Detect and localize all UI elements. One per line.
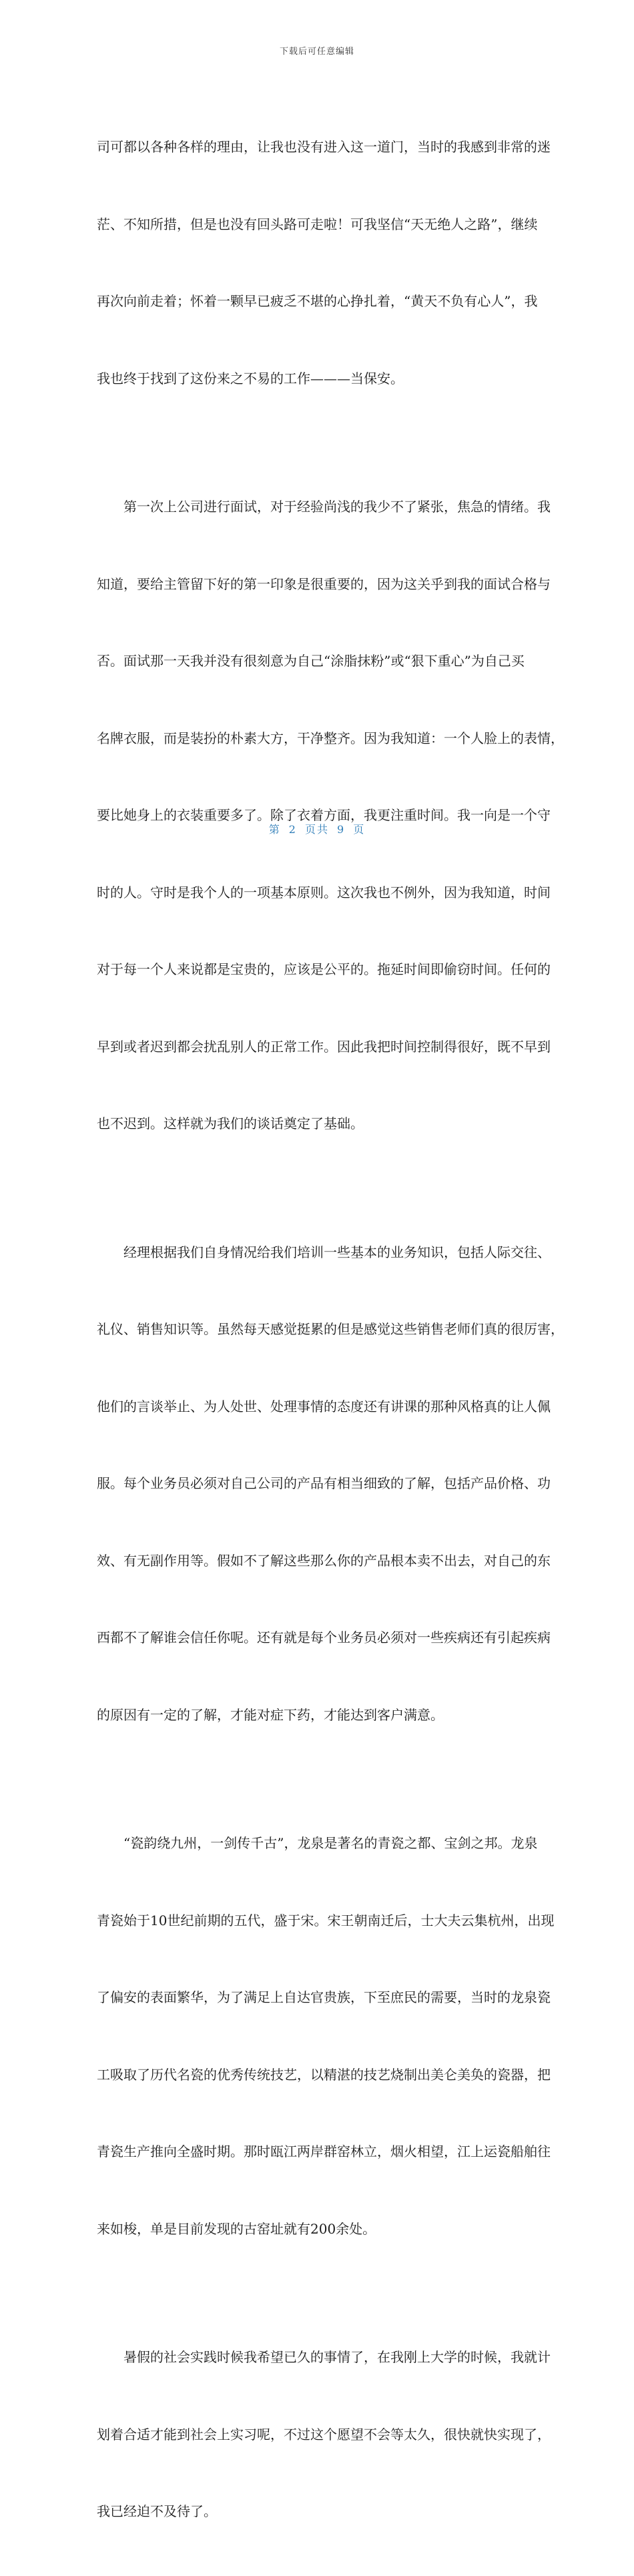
text-line: 效、有无副作用等。假如不了解这些那么你的产品根本卖不出去，对自己的东 <box>97 1552 551 1569</box>
page-label-prefix: 第 <box>268 823 281 836</box>
text-line: 工吸取了历代名瓷的优秀传统技艺，以精湛的技艺烧制出美仑美奂的瓷器，把 <box>97 2066 551 2083</box>
text-line: “瓷韵绕九州，一剑传千古”，龙泉是著名的青瓷之都、宝剑之邦。龙泉 <box>97 1835 538 1851</box>
text-line: 名牌衣服，而是装扮的朴素大方，干净整齐。因为我知道：一个人脸上的表情， <box>97 730 564 746</box>
current-page-number: 2 <box>288 823 297 836</box>
text-line: 否。面试那一天我并没有很刻意为自己“涂脂抹粉”或“狠下重心”为自己买 <box>97 653 525 669</box>
text-line: 服。每个业务员必须对自己公司的产品有相当细致的了解，包括产品价格、功 <box>97 1475 551 1491</box>
text-line: 时的人。守时是我个人的一项基本原则。这次我也不例外，因为我知道，时间 <box>97 884 551 900</box>
paragraph-2 <box>97 443 564 1188</box>
text-line: 要比她身上的衣装重要多了。除了衣着方面，我更注重时间。我一向是一个守 <box>97 807 551 823</box>
text-line: 第一次上公司进行面试，对于经验尚浅的我少不了紧张，焦急的情绪。我 <box>97 499 551 515</box>
text-line: 我已经迫不及待了。 <box>97 2503 217 2519</box>
text-line: 的原因有一定的了解，才能对症下药，才能达到客户满意。 <box>97 1706 444 1723</box>
page-label-suffix: 页 <box>353 823 366 836</box>
text-line: 早到或者迟到都会扰乱别人的正常工作。因此我把时间控制得很好，既不早到 <box>97 1038 551 1055</box>
page-footer <box>0 821 634 836</box>
text-line: 茫、不知所措，但是也没有回头路可走啦！可我坚信“天无绝人之路”，继续 <box>97 216 538 232</box>
text-line: 青瓷始于10世纪前期的五代，盛于宋。宋王朝南迁后，士大夫云集杭州，出现 <box>97 1912 555 1928</box>
text-line: 暑假的社会实践时候我希望已久的事情了，在我刚上大学的时候，我就计 <box>97 2349 551 2365</box>
page-header: 下载后可任意编辑 <box>279 47 354 57</box>
text-line: 也不迟到。这样就为我们的谈话奠定了基础。 <box>97 1115 364 1131</box>
text-line: 礼仪、销售知识等。虽然每天感觉挺累的但是感觉这些销售老师们真的很厉害， <box>97 1321 564 1337</box>
text-line: 司可都以各种各样的理由，让我也没有进入这一道门，当时的我感到非常的迷 <box>97 139 551 155</box>
text-line: 来如梭，单是目前发现的古窑址就有200余处。 <box>97 2220 376 2237</box>
paragraph-1 <box>97 83 551 443</box>
text-line: 再次向前走着；怀着一颗早已疲乏不堪的心挣扎着，“黄天不负有心人”，我 <box>97 293 538 309</box>
paragraph-5 <box>97 2293 551 2576</box>
text-line: 了偏安的表面繁华，为了满足上自达官贵族，下至庶民的需要，当时的龙泉瓷 <box>97 1989 551 2005</box>
text-line: 青瓷生产推向全盛时期。那时瓯江两岸群窑林立，烟火相望，江上运瓷船舶往 <box>97 2143 551 2159</box>
paragraph-4 <box>97 1779 555 2293</box>
paragraph-3 <box>97 1188 564 1780</box>
total-page-count: 9 <box>337 823 346 836</box>
text-line: 我也终于找到了这份来之不易的工作———当保安。 <box>97 370 404 387</box>
text-line: 知道，要给主管留下好的第一印象是很重要的，因为这关乎到我的面试合格与 <box>97 575 551 592</box>
page-label-middle: 页共 <box>304 823 329 836</box>
text-line: 划着合适才能到社会上实习呢，不过这个愿望不会等太久，很快就快实现了， <box>97 2426 551 2442</box>
document-body <box>97 83 564 2576</box>
text-line: 对于每一个人来说都是宝贵的，应该是公平的。拖延时间即偷窃时间。任何的 <box>97 961 551 977</box>
text-line: 他们的言谈举止、为人处世、处理事情的态度还有讲课的那种风格真的让人佩 <box>97 1398 551 1414</box>
text-line: 西都不了解谁会信任你呢。还有就是每个业务员必须对一些疾病还有引起疾病 <box>97 1629 551 1645</box>
text-line: 经理根据我们自身情况给我们培训一些基本的业务知识，包括人际交往、 <box>97 1244 551 1260</box>
